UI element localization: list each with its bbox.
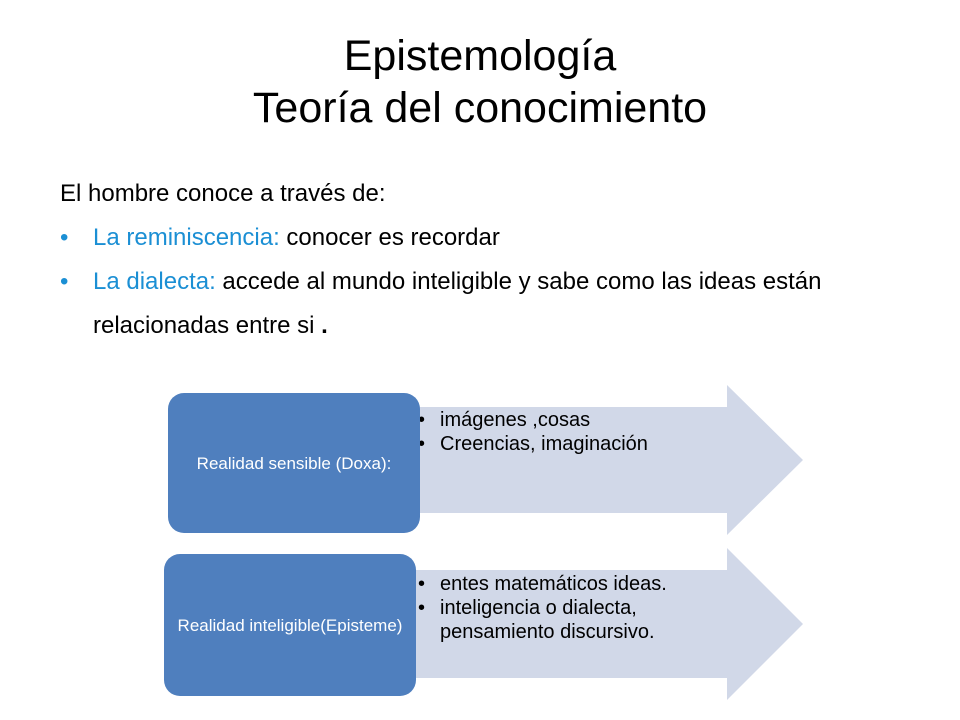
- bullet-text: conocer es recordar: [279, 224, 500, 251]
- doxa-item: • Creencias, imaginación: [418, 432, 738, 456]
- episteme-item: • inteligencia o dialecta, pensamiento discursivo.: [418, 596, 738, 644]
- bullet-reminiscencia: [60, 216, 920, 260]
- bullet-text: accede al mundo inteligible y sabe como las ideas están relacionadas entre si: [93, 268, 822, 339]
- title-line-1: Epistemología: [343, 32, 617, 80]
- slide-title: [0, 30, 960, 134]
- title-line-2: Teoría del conocimiento: [252, 84, 708, 132]
- intro-text: El hombre conoce a través de:: [60, 180, 386, 207]
- bullet-end-period: .: [321, 312, 328, 339]
- episteme-item: • entes matemáticos ideas.: [418, 572, 738, 596]
- doxa-item-list: [418, 408, 738, 456]
- doxa-item: • imágenes ,cosas: [418, 408, 738, 432]
- episteme-item-list: [418, 572, 738, 644]
- bullet-dot-icon: •: [60, 224, 69, 251]
- body-text: [60, 172, 920, 348]
- arrow-shape-doxa: [395, 385, 805, 535]
- episteme-box: [164, 554, 416, 696]
- bullet-term: La reminiscencia:: [93, 224, 280, 251]
- doxa-box: [168, 393, 420, 533]
- bullet-dot-icon: •: [60, 268, 69, 295]
- bullet-dialecta: [60, 260, 920, 348]
- doxa-label: Realidad sensible (Doxa):: [196, 453, 392, 473]
- episteme-label: Realidad inteligible(Episteme): [177, 615, 403, 635]
- arrow-shape-episteme: [395, 548, 805, 700]
- bullet-term: La dialecta:: [93, 268, 216, 295]
